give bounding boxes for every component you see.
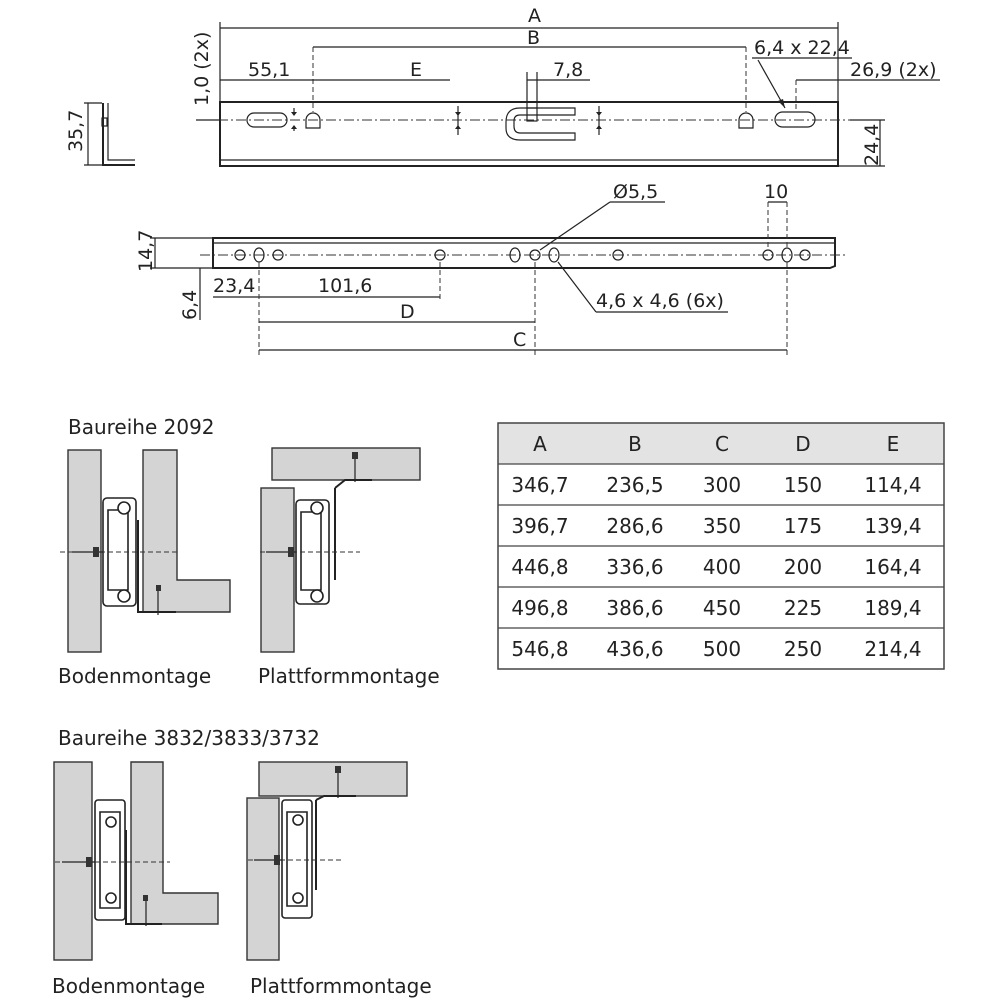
side-height-label: 35,7 <box>65 109 87 152</box>
front-view <box>135 181 848 356</box>
table-cell: 436,6 <box>606 637 664 661</box>
center-hook <box>506 108 575 140</box>
table-cell: 250 <box>783 637 823 661</box>
table-cell: 286,6 <box>606 514 664 538</box>
table-cell: 175 <box>783 514 823 538</box>
slot-size-label: 6,4 x 22,4 <box>754 37 850 59</box>
table-cell: 546,8 <box>511 637 569 661</box>
second-hole-label: 101,6 <box>318 275 373 297</box>
first-hole-label: 23,4 <box>213 275 256 297</box>
table-cell: 189,4 <box>864 596 922 620</box>
table-header-c: C <box>715 432 729 456</box>
series-3832-floor-caption: Bodenmontage <box>52 974 206 998</box>
table-cell: 496,8 <box>511 596 569 620</box>
edge-label: 6,4 <box>179 289 201 320</box>
dim-E-label: E <box>410 59 423 81</box>
series-2092-floor-mount <box>60 450 230 652</box>
front-height-label: 14,7 <box>135 229 157 272</box>
table-header-b: B <box>628 432 642 456</box>
table-cell: 396,7 <box>511 514 569 538</box>
dim-D-label: D <box>400 301 415 323</box>
table-cell: 446,8 <box>511 555 569 579</box>
table-cell: 164,4 <box>864 555 922 579</box>
table-cell: 386,6 <box>606 596 664 620</box>
table-cell: 300 <box>702 473 742 497</box>
table-cell: 150 <box>783 473 823 497</box>
table-cell: 450 <box>702 596 742 620</box>
series-2092-title: Baureihe 2092 <box>68 415 215 439</box>
thickness-label: 1,0 (2x) <box>191 31 213 106</box>
series-2092-floor-caption: Bodenmontage <box>58 664 212 688</box>
hole-diameter-label: Ø5,5 <box>613 181 659 203</box>
table-header-e: E <box>886 432 900 456</box>
table-cell: 400 <box>702 555 742 579</box>
dim-C-label: C <box>513 329 527 351</box>
table-cell: 350 <box>702 514 742 538</box>
spec-table <box>498 423 944 669</box>
slot-width-label: 7,8 <box>553 59 584 81</box>
series-2092-platform-mount <box>260 448 420 652</box>
table-cell: 236,5 <box>606 473 664 497</box>
table-cell: 500 <box>702 637 742 661</box>
table-cell: 200 <box>783 555 823 579</box>
square-hole-label: 4,6 x 4,6 (6x) <box>596 290 724 312</box>
table-cell: 139,4 <box>864 514 922 538</box>
dim-A-label: A <box>528 5 541 27</box>
series-3832-platform-mount <box>247 762 407 960</box>
series-3832-platform-caption: Plattformmontage <box>250 974 432 998</box>
table-cell: 346,7 <box>511 473 569 497</box>
side-profile <box>65 103 135 165</box>
table-cell: 225 <box>783 596 823 620</box>
table-header-a: A <box>533 432 547 456</box>
series-2092-platform-caption: Plattformmontage <box>258 664 440 688</box>
table-cell: 114,4 <box>864 473 922 497</box>
slot-pos-label: 26,9 (2x) <box>850 59 937 81</box>
top-view <box>191 5 940 166</box>
table-cell: 214,4 <box>864 637 922 661</box>
series-3832-floor-mount <box>54 762 218 960</box>
table-cell: 336,6 <box>606 555 664 579</box>
top-height-label: 24,4 <box>861 123 883 166</box>
hole-pitch-label: 10 <box>764 181 789 203</box>
table-header-d: D <box>795 432 811 456</box>
dim-B-label: B <box>527 27 541 49</box>
offset-label: 55,1 <box>248 59 291 81</box>
series-3832-title: Baureihe 3832/3833/3732 <box>58 726 320 750</box>
